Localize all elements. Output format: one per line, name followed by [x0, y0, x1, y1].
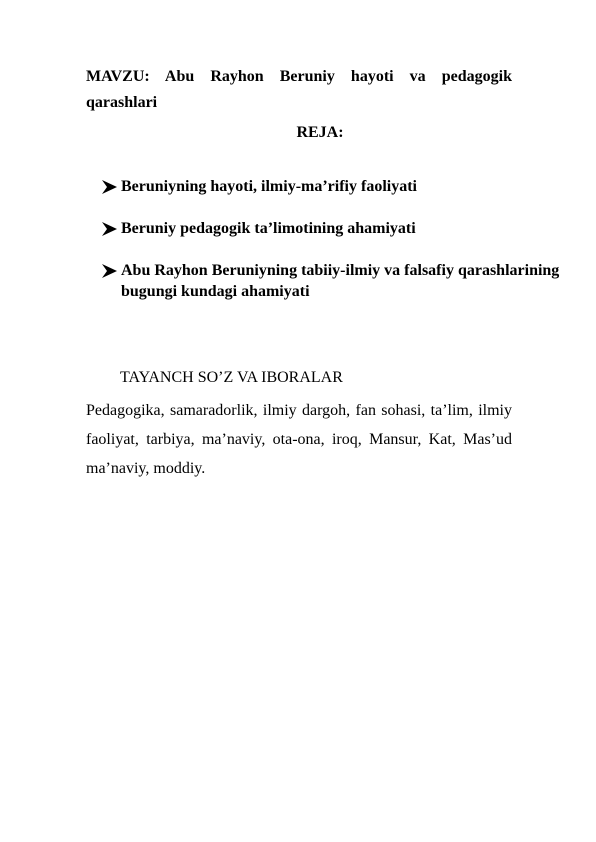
plan-item-label: Beruniy pedagogik ta’limotining ahamiyati — [121, 220, 416, 237]
plan-heading: REJA: — [296, 124, 344, 141]
document-title: MAVZU: Abu Rayhon Beruniy hayoti va pedagogik qarashlari — [86, 68, 512, 111]
arrow-bullet-icon — [102, 264, 117, 278]
plan-item-label: Abu Rayhon Beruniyning tabiiy-ilmiy va falsafiy qarashlarining bugungi kundagi ahamiyati — [121, 262, 560, 300]
plan-item-label: Beruniyning hayoti, ilmiy-ma’rifiy faoliyati — [121, 178, 417, 195]
plan-item — [102, 176, 562, 197]
keywords-text: Pedagogika, samaradorlik, ilmiy dargoh, fan sohasi, ta’lim, ilmiy faoliyat, tarbiya, ma’naviy, ota-ona, iroq, Mansur, Kat, Mas’ud ma’naviy, moddiy. — [86, 402, 512, 477]
plan-item — [102, 260, 562, 302]
arrow-bullet-icon — [102, 180, 117, 194]
keywords-heading: TAYANCH SO’Z VA IBORALAR — [120, 369, 343, 386]
arrow-bullet-icon — [102, 222, 117, 236]
plan-item — [102, 218, 562, 239]
plan-list — [102, 176, 562, 323]
